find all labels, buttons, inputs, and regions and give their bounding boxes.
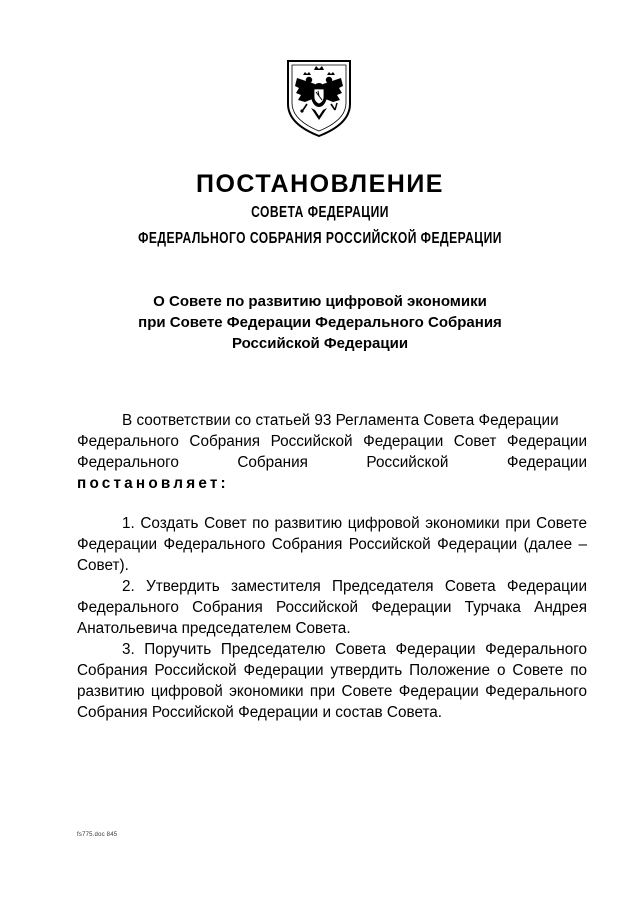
preamble-first-line: В соответствии со статьей 93 Регламента Совета Федерации bbox=[122, 412, 559, 429]
title-line-1: О Совете по развитию цифровой экономики bbox=[153, 293, 487, 310]
resolution-item-2: 2. Утвердить заместителя Председателя Совета Федерации Федерального Собрания Российской Федерации Турчака Андрея Анатольевича председателем Совета. bbox=[77, 578, 587, 637]
resolution-item-1: 1. Создать Совет по развитию цифровой экономики при Совете Федерации Федерального Собрания Российской Федерации (далее – Совет). bbox=[77, 515, 587, 574]
coat-of-arms-emblem bbox=[285, 58, 353, 138]
resolution-item-3: 3. Поручить Председателю Совета Федерации Федерального Собрания Российской Федерации утвердить Положение о Совете по развитию цифровой экономики при Совете Федерации Федерального Собрания Российской Федерации и состав Совета. bbox=[77, 641, 587, 721]
paragraph-spacer bbox=[77, 494, 587, 513]
title-line-3: Российской Федерации bbox=[231, 335, 409, 352]
resolves-word: постановляет: bbox=[77, 475, 229, 492]
document-header bbox=[0, 168, 640, 252]
preamble-continuation: Федерального Собрания Российской Федерации Совет Федерации Федерального Собрания Российской Федерации bbox=[77, 433, 587, 471]
issuer-line-1: СОВЕТА ФЕДЕРАЦИИ bbox=[251, 204, 389, 221]
resolution-title bbox=[80, 291, 560, 354]
document-type-heading: ПОСТАНОВЛЕНИЕ bbox=[196, 170, 444, 198]
title-line-2: при Совете Федерации Федерального Собрания bbox=[138, 314, 502, 331]
resolution-body bbox=[77, 410, 587, 723]
file-reference-code: fs775.doc 845 bbox=[77, 832, 118, 838]
russian-coat-of-arms-icon bbox=[285, 58, 353, 138]
issuer-line-2: ФЕДЕРАЛЬНОГО СОБРАНИЯ РОССИЙСКОЙ ФЕДЕРАЦИИ bbox=[138, 230, 502, 247]
